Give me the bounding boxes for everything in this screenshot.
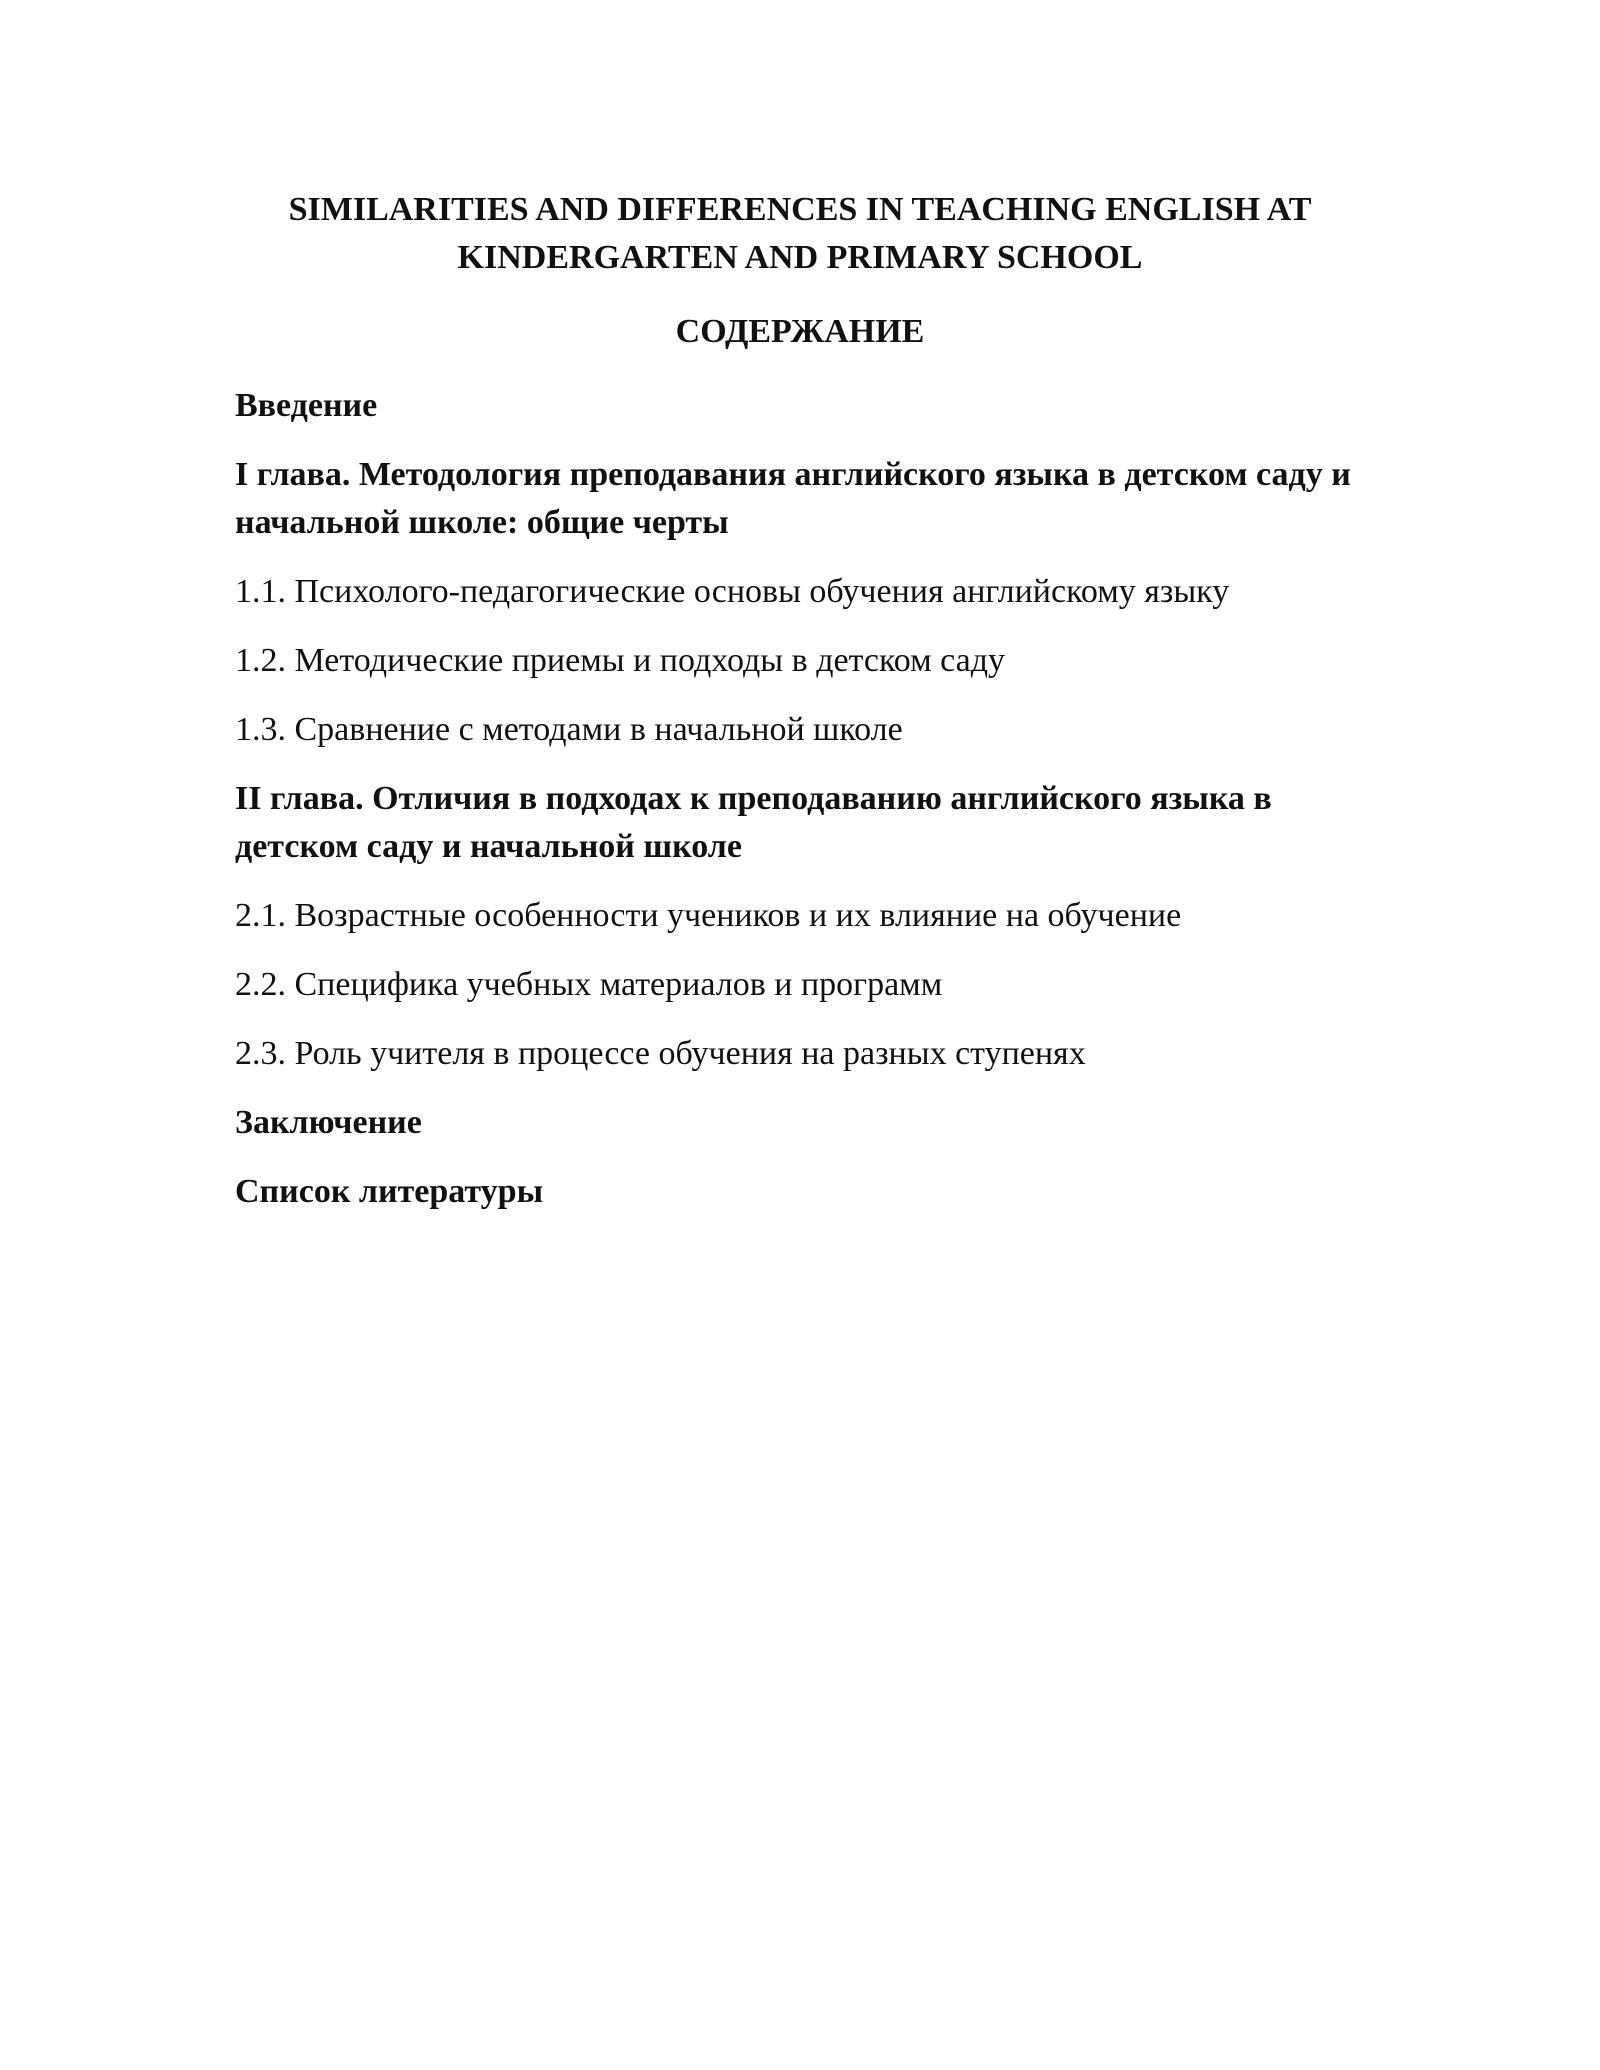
toc-item-section-1-2: 1.2. Методические приемы и подходы в детском саду: [235, 642, 1006, 679]
toc-item-conclusion: Заключение: [235, 1104, 422, 1141]
toc-item-section-2-1: 2.1. Возрастные особенности учеников и их влияние на обучение: [235, 897, 1182, 934]
toc-heading: СОДЕРЖАНИЕ: [675, 313, 925, 350]
table-of-contents: [235, 382, 1385, 1237]
toc-item-section-2-3: 2.3. Роль учителя в процессе обучения на разных ступенях: [235, 1035, 1086, 1072]
toc-item-chapter-2: II глава. Отличия в подходах к преподаванию английского языка в детском саду и начальной школе: [235, 780, 1272, 865]
toc-item-references: Список литературы: [235, 1173, 544, 1210]
toc-item-section-1-3: 1.3. Сравнение с методами в начальной школе: [235, 711, 903, 748]
toc-item-section-2-2: 2.2. Специфика учебных материалов и программ: [235, 966, 943, 1003]
toc-item-section-1-1: 1.1. Психолого-педагогические основы обучения английскому языку: [235, 573, 1230, 610]
toc-item-chapter-1: I глава. Методология преподавания английского языка в детском саду и начальной школе: общие черты: [235, 456, 1351, 541]
toc-item-introduction: Введение: [235, 387, 378, 424]
document-title: SIMILARITIES AND DIFFERENCES IN TEACHING ENGLISH AT KINDERGARTEN AND PRIMARY SCHOOL: [288, 191, 1312, 276]
